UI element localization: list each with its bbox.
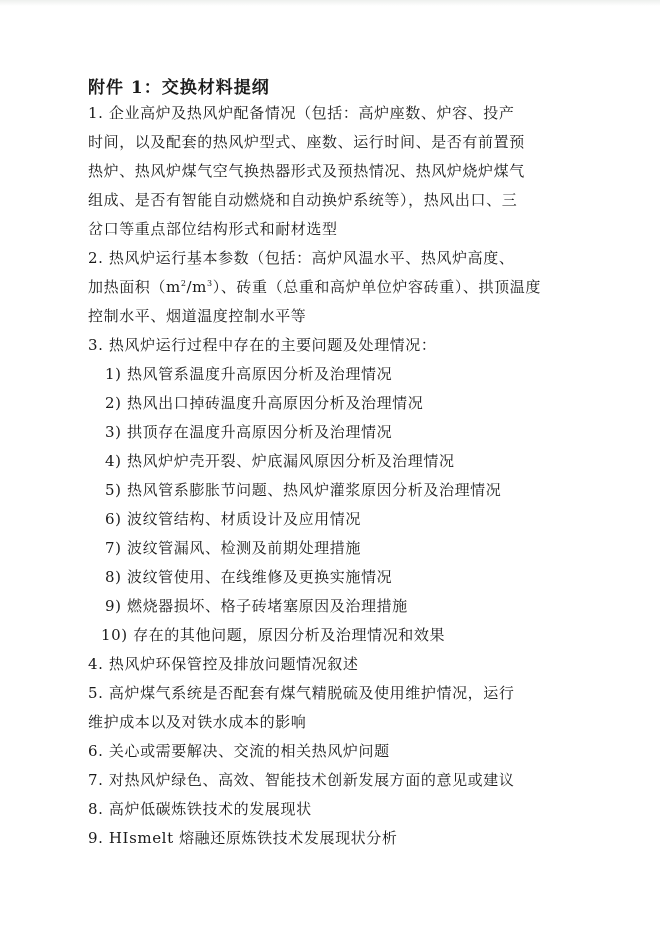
item-9: 9. HIsmelt 熔融还原炼铁技术发展现状分析	[88, 829, 398, 847]
item-2-line-2-part-a: 加热面积（m	[88, 278, 181, 296]
item-3-sub-5: 5) 热风管系膨胀节问题、热风炉灌浆原因分析及治理情况	[105, 481, 502, 499]
superscript-3: 3	[207, 279, 213, 288]
item-1-line-1: 1. 企业高炉及热风炉配备情况（包括：高炉座数、炉容、投产	[88, 104, 515, 122]
item-1-line-2: 时间，以及配套的热风炉型式、座数、运行时间、是否有前置预	[88, 133, 525, 151]
item-3-sub-9: 9) 燃烧器损坏、格子砖堵塞原因及治理措施	[105, 597, 408, 615]
item-5-line-2: 维护成本以及对铁水成本的影响	[88, 713, 307, 731]
item-4: 4. 热风炉环保管控及排放问题情况叙述	[88, 655, 359, 673]
item-6: 6. 关心或需要解决、交流的相关热风炉问题	[88, 742, 390, 760]
item-3-sub-3: 3) 拱顶存在温度升高原因分析及治理情况	[105, 423, 393, 441]
item-8: 8. 高炉低碳炼铁技术的发展现状	[88, 800, 312, 818]
item-3-sub-8: 8) 波纹管使用、在线维修及更换实施情况	[105, 568, 393, 586]
item-1-line-4: 组成、是否有智能自动燃烧和自动换炉系统等），热风出口、三	[88, 191, 518, 209]
item-5-line-1: 5. 高炉煤气系统是否配套有煤气精脱硫及使用维护情况，运行	[88, 684, 515, 702]
item-3-sub-6: 6) 波纹管结构、材质设计及应用情况	[105, 510, 361, 528]
item-2-line-2	[88, 273, 568, 302]
item-7: 7. 对热风炉绿色、高效、智能技术创新发展方面的意见或建议	[88, 771, 515, 789]
outline-content	[88, 99, 568, 853]
item-1-line-5: 岔口等重点部位结构形式和耐材选型	[88, 220, 338, 238]
item-1-line-3: 热炉、热风炉煤气空气换热器形式及预热情况、热风炉烧炉煤气	[88, 162, 525, 180]
item-3-sub-10: 10) 存在的其他问题，原因分析及治理情况和效果	[101, 626, 446, 644]
item-2-line-2-part-b: /m	[186, 278, 208, 296]
document-heading: 附件 1：交换材料提纲	[88, 78, 270, 98]
item-2-line-2-part-c: ）、砖重（总重和高炉单位炉容砖重）、拱顶温度	[212, 278, 541, 296]
item-3-sub-1: 1) 热风管系温度升高原因分析及治理情况	[105, 365, 393, 383]
item-3-line-1: 3. 热风炉运行过程中存在的主要问题及处理情况：	[88, 336, 437, 354]
item-3-sub-4: 4) 热风炉炉壳开裂、炉底漏风原因分析及治理情况	[105, 452, 455, 470]
item-3-sub-7: 7) 波纹管漏风、检测及前期处理措施	[105, 539, 361, 557]
item-2-line-3: 控制水平、烟道温度控制水平等	[88, 307, 307, 325]
superscript-2: 2	[180, 279, 187, 288]
scan-top-edge	[0, 0, 660, 6]
item-3-sub-2: 2) 热风出口掉砖温度升高原因分析及治理情况	[105, 394, 424, 412]
item-2-line-1: 2. 热风炉运行基本参数（包括：高炉风温水平、热风炉高度、	[88, 249, 515, 267]
